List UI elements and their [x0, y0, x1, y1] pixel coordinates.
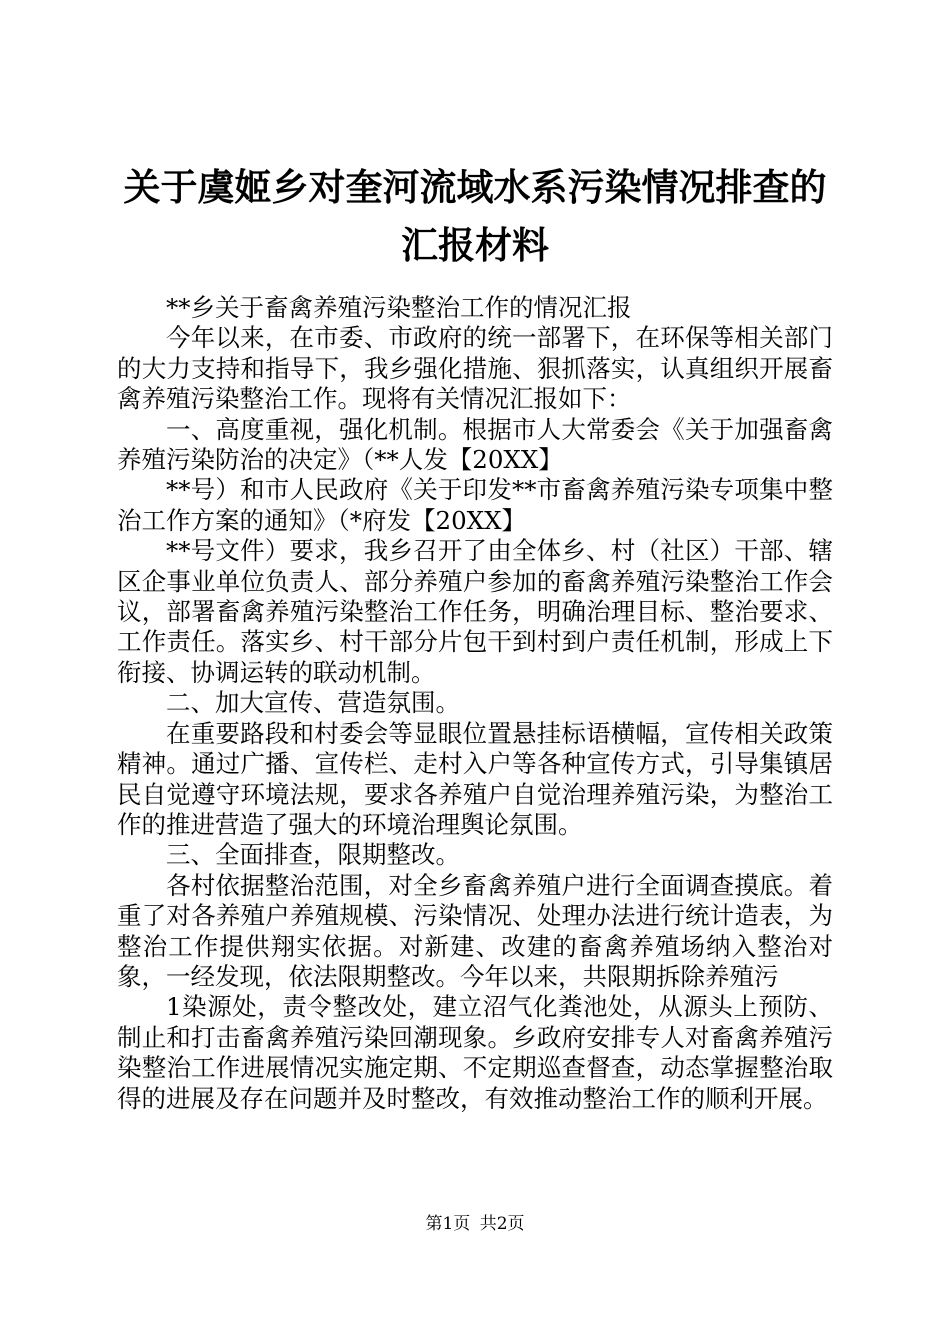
- document-body: [117, 293, 833, 1114]
- page-number-current: 第1页: [425, 1214, 471, 1234]
- document-title: 关于虞姬乡对奎河流域水系污染情况排查的汇报材料: [123, 165, 827, 267]
- paragraph: 二、加大宣传、营造氛围。: [166, 688, 460, 718]
- paragraph: 一、高度重视，强化机制。根据市人大常委会《关于加强畜禽养殖污染防治的决定》（**人发【20XX】: [117, 414, 833, 475]
- paragraph: **乡关于畜禽养殖污染整治工作的情况汇报: [166, 293, 632, 322]
- paragraph: 在重要路段和村委会等显眼位置悬挂标语横幅，宣传相关政策精神。通过广播、宣传栏、走村入户等各种宣传方式，引导集镇居民自觉遵守环境法规，要求各养殖户自觉治理养殖污染，为整治工作的推进营造了强大的环境治理舆论氛围。: [117, 718, 833, 839]
- page-footer: [0, 1212, 950, 1236]
- paragraph: **号）和市人民政府《关于印发**市畜禽养殖污染专项集中整治工作方案的通知》（*府发【20XX】: [117, 475, 833, 535]
- page-number-total: 共2页: [479, 1214, 525, 1234]
- paragraph: 今年以来，在市委、市政府的统一部署下，在环保等相关部门的大力支持和指导下，我乡强化措施、狠抓落实，认真组织开展畜禽养殖污染整治工作。现将有关情况汇报如下：: [117, 323, 833, 414]
- paragraph: 1染源处，责令整改处，建立沼气化粪池处，从源头上预防、制止和打击畜禽养殖污染回潮现象。乡政府安排专人对畜禽养殖污染整治工作进展情况实施定期、不定期巡查督查，动态掌握整治取得的进展及存在问题并及时整改，有效推动整治工作的顺利开展。: [117, 992, 833, 1113]
- paragraph: 各村依据整治范围，对全乡畜禽养殖户进行全面调查摸底。着重了对各养殖户养殖规模、污染情况、处理办法进行统计造表，为整治工作提供翔实依据。对新建、改建的畜禽养殖场纳入整治对象，一经发现，依法限期整改。今年以来，共限期拆除养殖污: [117, 870, 833, 991]
- paragraph: **号文件）要求，我乡召开了由全体乡、村（社区）干部、辖区企事业单位负责人、部分养殖户参加的畜禽养殖污染整治工作会议，部署畜禽养殖污染整治工作任务，明确治理目标、整治要求、工作责任。落实乡、村干部分片包干到村到户责任机制，形成上下衔接、协调运转的联动机制。: [117, 536, 833, 687]
- paragraph: 三、全面排查，限期整改。: [166, 840, 460, 870]
